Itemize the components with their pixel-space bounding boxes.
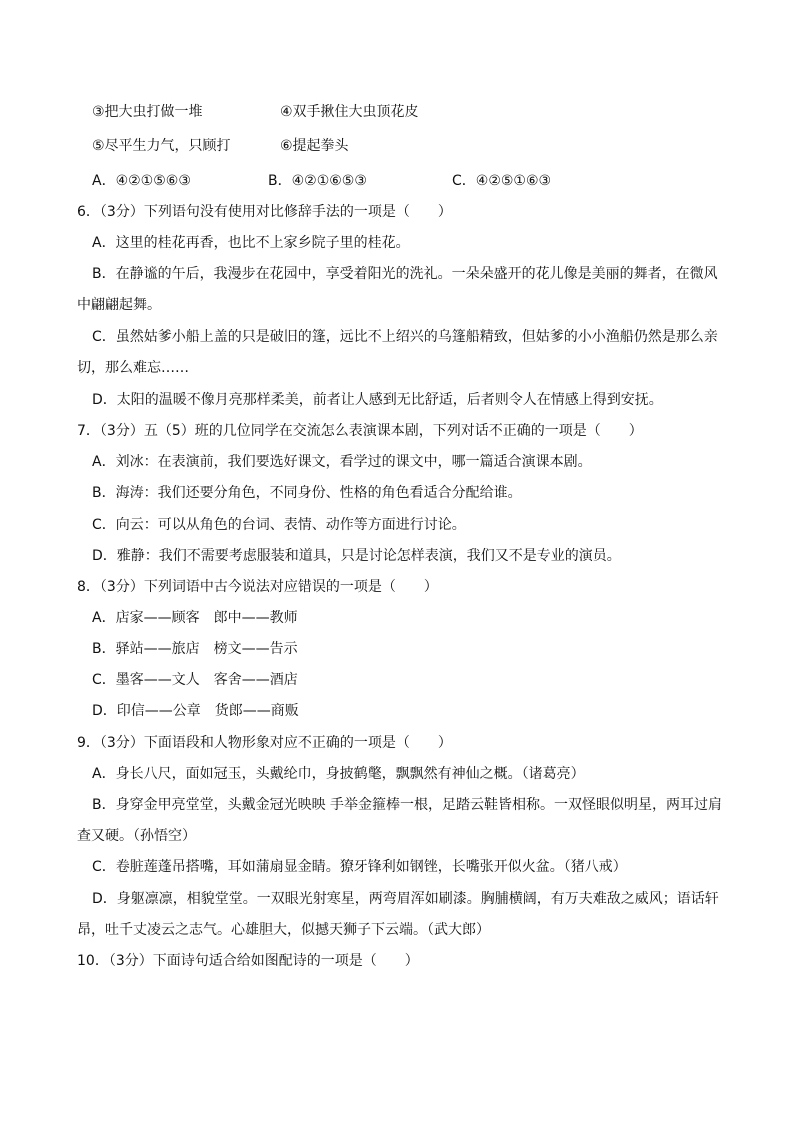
q6-option-b-line2: 中翩翩起舞。 [77, 297, 161, 313]
q6-option-a: A．这里的桂花再香，也比不上家乡院子里的桂花。 [92, 235, 410, 251]
q5-option-b: B．④②①⑥⑤③ [268, 173, 367, 189]
q9-option-d-line2: 昂，吐千丈凌云之志气。心雄胆大，似撼天狮子下云端。（武大郎） [77, 922, 490, 938]
q6-option-c-line1: C．虽然姑爹小船上盖的只是破旧的篷，远比不上绍兴的乌篷船精致，但姑爹的小小渔船仍然是那么亲 [92, 329, 718, 345]
q7-option-d: D．雅静：我们不需要考虑服装和道具，只是讨论怎样表演，我们又不是专业的演员。 [92, 548, 621, 564]
q7-stem: 7．（3分）五（5）班的几位同学在交流怎么表演课本剧，下列对话不正确的一项是（ ） [77, 423, 643, 439]
q5-option-a: A．④②①⑤⑥③ [92, 173, 191, 189]
q5-option-c: C．④②⑤①⑥③ [452, 173, 552, 189]
q8-option-b: B．驿站——旅店 榜文——告示 [92, 641, 298, 657]
q7-option-b: B．海涛：我们还要分角色，不同身份、性格的角色看适合分配给谁。 [92, 485, 522, 501]
sequence-item-4: ④双手揪住大虫顶花皮 [280, 104, 419, 120]
q6-stem: 6．（3分）下列语句没有使用对比修辞手法的一项是（ ） [77, 204, 452, 220]
q8-option-c: C．墨客——文人 客舍——酒店 [92, 672, 298, 688]
sequence-item-5: ⑤尽平生力气，只顾打 [92, 138, 231, 154]
q7-option-a: A．刘冰：在表演前，我们要选好课文，看学过的课文中，哪一篇适合演课本剧。 [92, 454, 592, 470]
q9-option-c: C．卷脏莲蓬吊搭嘴，耳如蒲扇显金睛。獠牙锋利如钢锉，长嘴张开似火盆。（猪八戒） [92, 859, 627, 875]
q6-option-b-line1: B．在静谧的午后，我漫步在花园中，享受着阳光的洗礼。一朵朵盛开的花儿像是美丽的舞者，在微风 [92, 266, 718, 282]
q9-option-b-line1: B．身穿金甲亮堂堂，头戴金冠光映映 手举金箍棒一根，足踏云鞋皆相称。一双怪眼似明星，两耳过肩 [92, 797, 723, 813]
q6-option-d: D．太阳的温暖不像月亮那样柔美，前者让人感到无比舒适，后者则令人在情感上得到安抚。 [92, 392, 663, 408]
q9-option-b-line2: 查又硬。（孙悟空） [77, 828, 196, 844]
q6-option-c-line2: 切，那么难忘…… [77, 360, 189, 376]
q8-option-a: A．店家——顾客 郎中——教师 [92, 610, 298, 626]
sequence-item-3: ③把大虫打做一堆 [92, 104, 203, 120]
q7-option-c: C．向云：可以从角色的台词、表情、动作等方面进行讨论。 [92, 517, 466, 533]
sequence-item-6: ⑥提起拳头 [280, 138, 349, 154]
q9-option-d-line1: D．身躯凛凛，相貌堂堂。一双眼光射寒星，两弯眉浑如刷漆。胸脯横阔，有万夫难敌之威风；语话轩 [92, 891, 719, 907]
q10-stem: 10．（3分）下面诗句适合给如图配诗的一项是（ ） [77, 953, 419, 969]
q8-stem: 8．（3分）下列词语中古今说法对应错误的一项是（ ） [77, 579, 438, 595]
q9-option-a: A．身长八尺，面如冠玉，头戴纶巾，身披鹤氅，飘飘然有神仙之概。（诸葛亮） [92, 766, 585, 782]
q8-option-d: D．印信——公章 货郎——商贩 [92, 703, 299, 719]
q9-stem: 9．（3分）下面语段和人物形象对应不正确的一项是（ ） [77, 735, 452, 751]
